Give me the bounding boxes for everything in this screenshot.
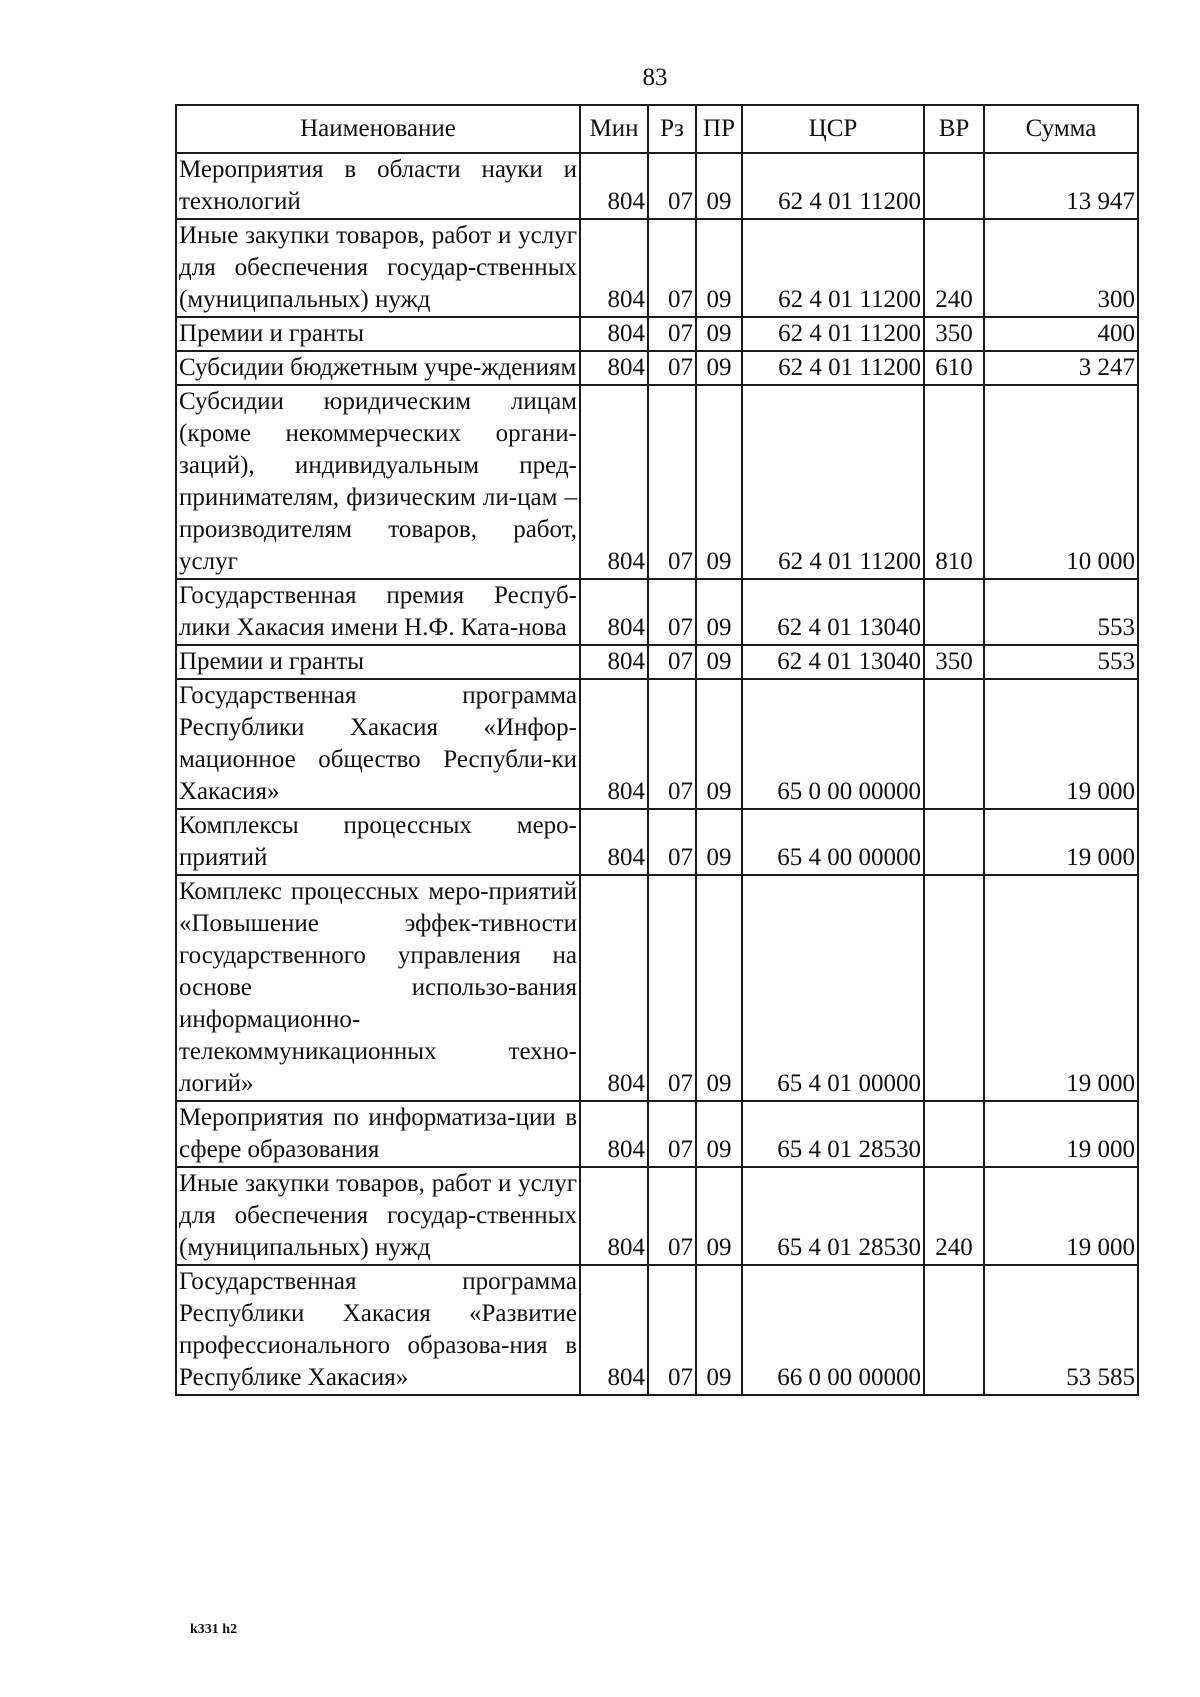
table-row bbox=[176, 153, 1138, 219]
cell-sum: 19 000 bbox=[984, 679, 1138, 809]
cell-vr bbox=[924, 679, 984, 809]
header-csr: ЦСР bbox=[742, 105, 924, 153]
cell-csr: 62 4 01 11200 bbox=[742, 351, 924, 385]
cell-vr: 240 bbox=[924, 219, 984, 317]
cell-sum: 300 bbox=[984, 219, 1138, 317]
cell-sum: 3 247 bbox=[984, 351, 1138, 385]
cell-min: 804 bbox=[580, 579, 648, 645]
table-row bbox=[176, 579, 1138, 645]
cell-min: 804 bbox=[580, 679, 648, 809]
cell-name: Субсидии бюджетным учре-ждениям bbox=[176, 351, 580, 385]
cell-rz: 07 bbox=[648, 1265, 696, 1395]
cell-name: Премии и гранты bbox=[176, 317, 580, 351]
cell-rz: 07 bbox=[648, 351, 696, 385]
table-row bbox=[176, 1167, 1138, 1265]
cell-vr bbox=[924, 1101, 984, 1167]
cell-name: Мероприятия по информатиза-ции в сфере образования bbox=[176, 1101, 580, 1167]
cell-pr: 09 bbox=[696, 1101, 742, 1167]
cell-vr: 810 bbox=[924, 385, 984, 579]
cell-vr bbox=[924, 875, 984, 1101]
cell-min: 804 bbox=[580, 645, 648, 679]
cell-sum: 10 000 bbox=[984, 385, 1138, 579]
cell-name: Государственная премия Респуб-лики Хакасия имени Н.Ф. Ката-нова bbox=[176, 579, 580, 645]
cell-rz: 07 bbox=[648, 219, 696, 317]
cell-sum: 19 000 bbox=[984, 1167, 1138, 1265]
cell-vr bbox=[924, 1265, 984, 1395]
cell-sum: 400 bbox=[984, 317, 1138, 351]
cell-vr: 240 bbox=[924, 1167, 984, 1265]
cell-csr: 65 4 01 28530 bbox=[742, 1101, 924, 1167]
table-row bbox=[176, 645, 1138, 679]
table-row bbox=[176, 317, 1138, 351]
cell-rz: 07 bbox=[648, 875, 696, 1101]
cell-rz: 07 bbox=[648, 645, 696, 679]
cell-rz: 07 bbox=[648, 153, 696, 219]
header-min: Мин bbox=[580, 105, 648, 153]
cell-rz: 07 bbox=[648, 317, 696, 351]
cell-vr: 350 bbox=[924, 317, 984, 351]
cell-rz: 07 bbox=[648, 1167, 696, 1265]
cell-vr bbox=[924, 153, 984, 219]
cell-csr: 65 4 01 00000 bbox=[742, 875, 924, 1101]
cell-csr: 65 4 01 28530 bbox=[742, 1167, 924, 1265]
cell-min: 804 bbox=[580, 1265, 648, 1395]
cell-min: 804 bbox=[580, 875, 648, 1101]
table-row bbox=[176, 1265, 1138, 1395]
cell-sum: 13 947 bbox=[984, 153, 1138, 219]
cell-csr: 65 4 00 00000 bbox=[742, 809, 924, 875]
cell-csr: 62 4 01 11200 bbox=[742, 317, 924, 351]
table-body bbox=[176, 153, 1138, 1395]
cell-min: 804 bbox=[580, 1167, 648, 1265]
header-sum: Сумма bbox=[984, 105, 1138, 153]
cell-pr: 09 bbox=[696, 1265, 742, 1395]
cell-name: Иные закупки товаров, работ и услуг для обеспечения государ-ственных (муниципальных) нужд bbox=[176, 219, 580, 317]
cell-pr: 09 bbox=[696, 153, 742, 219]
table-row bbox=[176, 219, 1138, 317]
cell-name: Субсидии юридическим лицам (кроме некоммерческих органи-заций), индивидуальным пред-принимателям, физическим ли-цам – производителям товаров, работ, услуг bbox=[176, 385, 580, 579]
cell-pr: 09 bbox=[696, 317, 742, 351]
cell-csr: 62 4 01 13040 bbox=[742, 645, 924, 679]
cell-pr: 09 bbox=[696, 645, 742, 679]
cell-csr: 62 4 01 11200 bbox=[742, 153, 924, 219]
header-vr: ВР bbox=[924, 105, 984, 153]
cell-csr: 62 4 01 11200 bbox=[742, 385, 924, 579]
cell-rz: 07 bbox=[648, 579, 696, 645]
table-row bbox=[176, 679, 1138, 809]
cell-vr: 610 bbox=[924, 351, 984, 385]
cell-vr bbox=[924, 809, 984, 875]
cell-min: 804 bbox=[580, 351, 648, 385]
cell-min: 804 bbox=[580, 385, 648, 579]
cell-name: Мероприятия в области науки и технологий bbox=[176, 153, 580, 219]
cell-min: 804 bbox=[580, 153, 648, 219]
cell-sum: 53 585 bbox=[984, 1265, 1138, 1395]
cell-sum: 19 000 bbox=[984, 809, 1138, 875]
cell-vr bbox=[924, 579, 984, 645]
cell-csr: 66 0 00 00000 bbox=[742, 1265, 924, 1395]
cell-name: Государственная программа Республики Хакасия «Развитие профессионального образова-ния в Республике Хакасия» bbox=[176, 1265, 580, 1395]
cell-min: 804 bbox=[580, 1101, 648, 1167]
cell-min: 804 bbox=[580, 809, 648, 875]
cell-csr: 62 4 01 11200 bbox=[742, 219, 924, 317]
cell-name: Комплекс процессных меро-приятий «Повышение эффек-тивности государственного управления на основе использо-вания информационно-телекоммуникационных техно-логий» bbox=[176, 875, 580, 1101]
cell-sum: 19 000 bbox=[984, 875, 1138, 1101]
cell-min: 804 bbox=[580, 219, 648, 317]
cell-rz: 07 bbox=[648, 679, 696, 809]
table-header-row bbox=[176, 105, 1138, 153]
header-rz: Рз bbox=[648, 105, 696, 153]
budget-table bbox=[175, 104, 1139, 1396]
table-row bbox=[176, 1101, 1138, 1167]
cell-name: Комплексы процессных меро-приятий bbox=[176, 809, 580, 875]
cell-pr: 09 bbox=[696, 679, 742, 809]
cell-vr: 350 bbox=[924, 645, 984, 679]
table-row bbox=[176, 809, 1138, 875]
cell-pr: 09 bbox=[696, 219, 742, 317]
table-row bbox=[176, 351, 1138, 385]
page-number: 83 bbox=[642, 64, 668, 91]
cell-rz: 07 bbox=[648, 809, 696, 875]
table-row bbox=[176, 385, 1138, 579]
cell-sum: 19 000 bbox=[984, 1101, 1138, 1167]
cell-sum: 553 bbox=[984, 645, 1138, 679]
cell-rz: 07 bbox=[648, 1101, 696, 1167]
cell-pr: 09 bbox=[696, 385, 742, 579]
footer-code: k331 h2 bbox=[190, 1622, 238, 1637]
header-pr: ПР bbox=[696, 105, 742, 153]
cell-pr: 09 bbox=[696, 1167, 742, 1265]
cell-pr: 09 bbox=[696, 875, 742, 1101]
cell-rz: 07 bbox=[648, 385, 696, 579]
cell-name: Премии и гранты bbox=[176, 645, 580, 679]
cell-name: Государственная программа Республики Хакасия «Инфор-мационное общество Республи-ки Хакасия» bbox=[176, 679, 580, 809]
cell-sum: 553 bbox=[984, 579, 1138, 645]
table-row bbox=[176, 875, 1138, 1101]
cell-name: Иные закупки товаров, работ и услуг для обеспечения государ-ственных (муниципальных) нужд bbox=[176, 1167, 580, 1265]
cell-pr: 09 bbox=[696, 809, 742, 875]
cell-pr: 09 bbox=[696, 579, 742, 645]
cell-pr: 09 bbox=[696, 351, 742, 385]
cell-min: 804 bbox=[580, 317, 648, 351]
header-name: Наименование bbox=[176, 105, 580, 153]
cell-csr: 62 4 01 13040 bbox=[742, 579, 924, 645]
cell-csr: 65 0 00 00000 bbox=[742, 679, 924, 809]
